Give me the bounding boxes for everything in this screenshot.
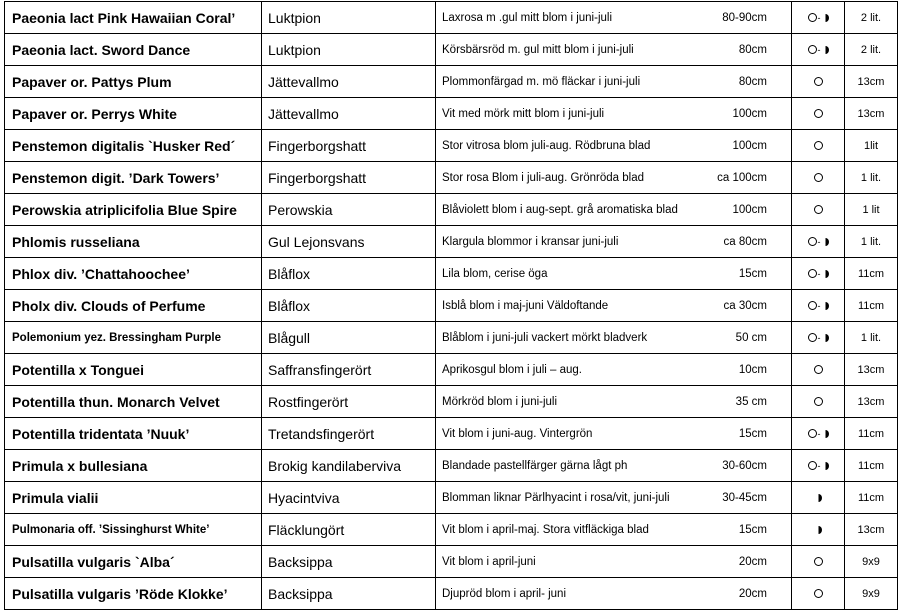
table-row [5, 386, 898, 418]
half-shade-icon [815, 526, 822, 534]
sun-icon [808, 301, 817, 310]
description-cell [436, 514, 792, 546]
swedish-name: Rostfingerört [262, 386, 436, 418]
sun-icon [814, 205, 823, 214]
swedish-name: Luktpion [262, 34, 436, 66]
pot-size: 1 lit. [845, 226, 898, 258]
description-cell [436, 130, 792, 162]
pot-size: 1 lit. [845, 162, 898, 194]
table-row [5, 578, 898, 610]
table-row [5, 130, 898, 162]
plant-height: 15cm [738, 267, 767, 280]
separator-dash: - [817, 44, 821, 55]
description-cell [436, 194, 792, 226]
description-cell [436, 34, 792, 66]
description-text: Stor vitrosa blom juli-aug. Rödbruna blad [442, 139, 651, 152]
table-row [5, 450, 898, 482]
description-text: Plommonfärgad m. mö fläckar i juni-juli [442, 75, 641, 88]
plant-height: 100cm [732, 107, 767, 120]
description-text: Körsbärsröd m. gul mitt blom i juni-juli [442, 43, 634, 56]
description-cell [436, 226, 792, 258]
pot-size: 9x9 [845, 546, 898, 578]
table-row [5, 226, 898, 258]
description-cell [436, 354, 792, 386]
light-requirement [792, 2, 845, 34]
light-requirement [792, 162, 845, 194]
swedish-name: Hyacintviva [262, 482, 436, 514]
description-cell [436, 162, 792, 194]
swedish-name: Blåflox [262, 290, 436, 322]
latin-name: Penstemon digitalis `Husker Red´ [5, 130, 262, 162]
half-shade-icon [822, 14, 829, 22]
pot-size: 2 lit. [845, 34, 898, 66]
pot-size: 11cm [845, 258, 898, 290]
description-text: Blomman liknar Pärlhyacint i rosa/vit, juni-juli [442, 491, 670, 504]
light-requirement [792, 98, 845, 130]
description-cell [436, 2, 792, 34]
plant-height: ca 30cm [723, 299, 767, 312]
description-text: Vit blom i juni-aug. Vintergrön [442, 427, 593, 440]
plant-height: 100cm [732, 139, 767, 152]
description-text: Vit blom i april-maj. Stora vitfläckiga blad [442, 523, 649, 536]
separator-dash: - [817, 332, 821, 343]
swedish-name: Gul Lejonsvans [262, 226, 436, 258]
description-text: Laxrosa m .gul mitt blom i juni-juli [442, 11, 613, 24]
swedish-name: Backsippa [262, 546, 436, 578]
description-text: Blåviolett blom i aug-sept. grå aromatiska blad [442, 203, 678, 216]
plant-height: 80-90cm [722, 11, 767, 24]
separator-dash: - [817, 12, 821, 23]
description-text: Vit med mörk mitt blom i juni-juli [442, 107, 605, 120]
separator-dash: - [817, 428, 821, 439]
sun-icon [814, 109, 823, 118]
light-requirement [792, 578, 845, 610]
sun-icon [814, 365, 823, 374]
plant-height: 30-45cm [722, 491, 767, 504]
description-cell [436, 450, 792, 482]
light-requirement [792, 354, 845, 386]
description-text: Vit blom i april-juni [442, 555, 536, 568]
light-requirement [792, 450, 845, 482]
sun-icon [814, 173, 823, 182]
half-shade-icon [822, 238, 829, 246]
description-text: Isblå blom i maj-juni Väldoftande [442, 299, 609, 312]
latin-name: Pulsatilla vulgaris ’Röde Klokke’ [5, 578, 262, 610]
latin-name: Potentilla thun. Monarch Velvet [5, 386, 262, 418]
pot-size: 13cm [845, 354, 898, 386]
plant-height: 20cm [738, 555, 767, 568]
sun-icon [814, 77, 823, 86]
swedish-name: Perowskia [262, 194, 436, 226]
light-requirement [792, 546, 845, 578]
separator-dash: - [817, 236, 821, 247]
latin-name: Phlox div. ’Chattahoochee’ [5, 258, 262, 290]
swedish-name: Blåflox [262, 258, 436, 290]
latin-name: Penstemon digit. ’Dark Towers’ [5, 162, 262, 194]
pot-size: 2 lit. [845, 2, 898, 34]
light-requirement [792, 66, 845, 98]
swedish-name: Fingerborgshatt [262, 162, 436, 194]
half-shade-icon [822, 46, 829, 54]
latin-name: Perowskia atriplicifolia Blue Spire [5, 194, 262, 226]
table-row [5, 66, 898, 98]
description-cell [436, 290, 792, 322]
pot-size: 1 lit. [845, 322, 898, 354]
description-text: Lila blom, cerise öga [442, 267, 548, 280]
table-row [5, 546, 898, 578]
half-shade-icon [815, 494, 822, 502]
latin-name: Paeonia lact Pink Hawaiian Coral’ [5, 2, 262, 34]
pot-size: 11cm [845, 482, 898, 514]
sun-icon [808, 333, 817, 342]
latin-name: Pulsatilla vulgaris `Alba´ [5, 546, 262, 578]
description-text: Blåblom i juni-juli vackert mörkt bladverk [442, 331, 648, 344]
plant-height: 50 cm [735, 331, 767, 344]
table-row [5, 322, 898, 354]
table-row [5, 34, 898, 66]
latin-name: Papaver or. Pattys Plum [5, 66, 262, 98]
half-shade-icon [822, 334, 829, 342]
description-text: Klargula blommor i kransar juni-juli [442, 235, 619, 248]
swedish-name: Luktpion [262, 2, 436, 34]
description-cell [436, 322, 792, 354]
half-shade-icon [822, 462, 829, 470]
pot-size: 13cm [845, 66, 898, 98]
table-row [5, 258, 898, 290]
description-text: Djupröd blom i april- juni [442, 587, 566, 600]
swedish-name: Backsippa [262, 578, 436, 610]
pot-size: 13cm [845, 386, 898, 418]
light-requirement [792, 34, 845, 66]
latin-name: Papaver or. Perrys White [5, 98, 262, 130]
sun-icon [814, 397, 823, 406]
sun-icon [814, 557, 823, 566]
latin-name: Paeonia lact. Sword Dance [5, 34, 262, 66]
separator-dash: - [817, 268, 821, 279]
half-shade-icon [822, 270, 829, 278]
sun-icon [808, 461, 817, 470]
half-shade-icon [822, 430, 829, 438]
plant-height: 20cm [738, 587, 767, 600]
pot-size: 11cm [845, 290, 898, 322]
sun-icon [808, 237, 817, 246]
light-requirement [792, 226, 845, 258]
pot-size: 1lit [845, 130, 898, 162]
table-row [5, 514, 898, 546]
description-cell [436, 546, 792, 578]
table-row [5, 290, 898, 322]
swedish-name: Tretandsfingerört [262, 418, 436, 450]
latin-name: Potentilla x Tonguei [5, 354, 262, 386]
pot-size: 11cm [845, 418, 898, 450]
table-row [5, 162, 898, 194]
description-cell [436, 482, 792, 514]
description-cell [436, 418, 792, 450]
plant-height: 30-60cm [722, 459, 767, 472]
light-requirement [792, 258, 845, 290]
sun-icon [808, 45, 817, 54]
swedish-name: Fläcklungört [262, 514, 436, 546]
description-text: Mörkröd blom i juni-juli [442, 395, 558, 408]
table-row [5, 354, 898, 386]
description-cell [436, 578, 792, 610]
swedish-name: Fingerborgshatt [262, 130, 436, 162]
swedish-name: Jättevallmo [262, 66, 436, 98]
light-requirement [792, 418, 845, 450]
light-requirement [792, 386, 845, 418]
light-requirement [792, 290, 845, 322]
half-shade-icon [822, 302, 829, 310]
plant-height: 15cm [738, 523, 767, 536]
sun-icon [814, 589, 823, 598]
description-cell [436, 66, 792, 98]
sun-icon [808, 269, 817, 278]
description-cell [436, 258, 792, 290]
description-text: Stor rosa Blom i juli-aug. Grönröda blad [442, 171, 644, 184]
plant-height: ca 80cm [723, 235, 767, 248]
sun-icon [814, 141, 823, 150]
table-row [5, 98, 898, 130]
pot-size: 11cm [845, 450, 898, 482]
light-requirement [792, 322, 845, 354]
plant-height: 80cm [738, 43, 767, 56]
plant-height: 10cm [738, 363, 767, 376]
pot-size: 13cm [845, 514, 898, 546]
separator-dash: - [817, 300, 821, 311]
description-text: Blandade pastellfärger gärna lågt ph [442, 459, 628, 472]
pot-size: 9x9 [845, 578, 898, 610]
latin-name: Pulmonaria off. ’Sissinghurst White’ [5, 514, 262, 546]
separator-dash: - [817, 460, 821, 471]
table-row [5, 482, 898, 514]
light-requirement [792, 130, 845, 162]
table-row [5, 2, 898, 34]
description-text: Aprikosgul blom i juli – aug. [442, 363, 582, 376]
swedish-name: Brokig kandilaberviva [262, 450, 436, 482]
latin-name: Polemonium yez. Bressingham Purple [5, 322, 262, 354]
latin-name: Primula x bullesiana [5, 450, 262, 482]
table-row [5, 194, 898, 226]
pot-size: 13cm [845, 98, 898, 130]
plant-table-body [5, 2, 898, 610]
table-row [5, 418, 898, 450]
light-requirement [792, 514, 845, 546]
swedish-name: Jättevallmo [262, 98, 436, 130]
pot-size: 1 lit [845, 194, 898, 226]
plant-height: 35 cm [735, 395, 767, 408]
latin-name: Primula vialii [5, 482, 262, 514]
description-cell [436, 386, 792, 418]
plant-table [4, 1, 898, 610]
plant-height: 80cm [738, 75, 767, 88]
sun-icon [808, 13, 817, 22]
light-requirement [792, 482, 845, 514]
light-requirement [792, 194, 845, 226]
plant-height: 15cm [738, 427, 767, 440]
latin-name: Pholx div. Clouds of Perfume [5, 290, 262, 322]
latin-name: Phlomis russeliana [5, 226, 262, 258]
plant-height: ca 100cm [717, 171, 767, 184]
sun-icon [808, 429, 817, 438]
swedish-name: Saffransfingerört [262, 354, 436, 386]
latin-name: Potentilla tridentata ’Nuuk’ [5, 418, 262, 450]
swedish-name: Blågull [262, 322, 436, 354]
description-cell [436, 98, 792, 130]
plant-height: 100cm [732, 203, 767, 216]
